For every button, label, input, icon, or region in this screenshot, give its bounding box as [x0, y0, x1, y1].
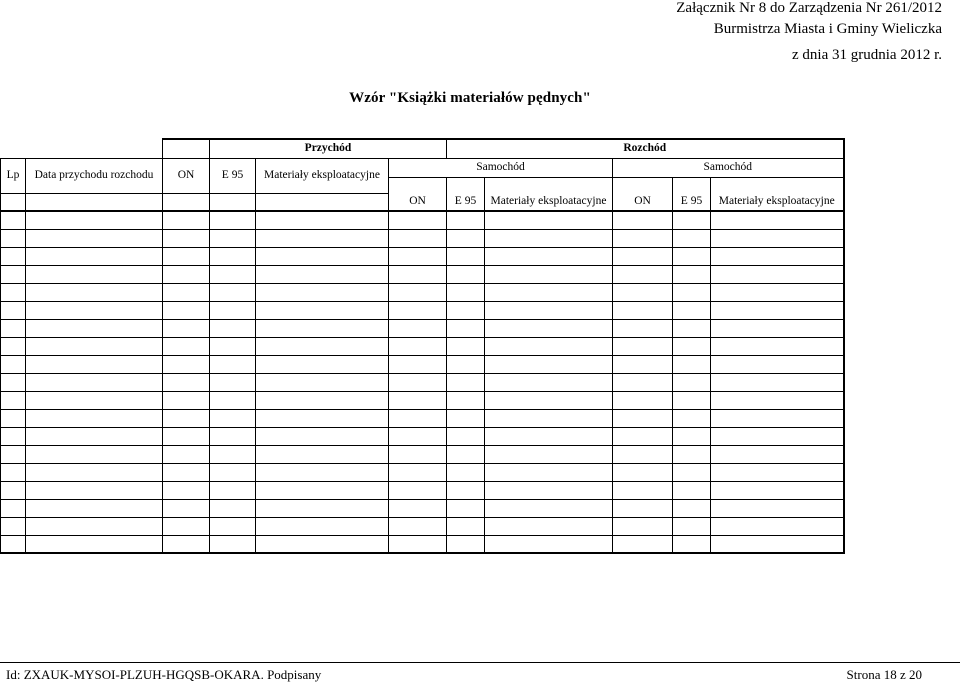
- table-cell: [485, 463, 613, 481]
- table-cell: [711, 337, 844, 355]
- samochod-1-header: Samochód: [389, 158, 613, 177]
- table-cell: [711, 373, 844, 391]
- empty-cell: [389, 177, 447, 193]
- date-header: z dnia 31 grudnia 2012 r.: [792, 47, 942, 63]
- table-cell: [1, 283, 26, 301]
- rozchod-group-header: Rozchód: [447, 139, 844, 158]
- table-cell: [711, 427, 844, 445]
- table-row: [1, 409, 844, 427]
- table-cell: [389, 265, 447, 283]
- table-cell: [1, 319, 26, 337]
- table-cell: [210, 229, 256, 247]
- table-cell: [673, 337, 711, 355]
- empty-cell: [613, 177, 673, 193]
- table-cell: [613, 499, 673, 517]
- table-cell: [613, 463, 673, 481]
- table-cell: [485, 319, 613, 337]
- table-cell: [389, 247, 447, 265]
- table-cell: [163, 409, 210, 427]
- issuer-header: Burmistrza Miasta i Gminy Wieliczka: [713, 21, 942, 37]
- table-cell: [711, 481, 844, 499]
- table-cell: [673, 391, 711, 409]
- document-title-text: Wzór "Książki materiałów pędnych": [349, 90, 591, 106]
- table-cell: [485, 247, 613, 265]
- table-cell: [673, 517, 711, 535]
- rozchod1-materials-header: Materiały eksploatacyjne: [485, 193, 613, 211]
- table-row: [1, 373, 844, 391]
- table-cell: [389, 355, 447, 373]
- table-cell: [447, 229, 485, 247]
- samochod-2-header: Samochód: [613, 158, 844, 177]
- table-cell: [389, 499, 447, 517]
- table-row: [1, 301, 844, 319]
- table-cell: [163, 337, 210, 355]
- table-row: [1, 355, 844, 373]
- table-cell: [26, 409, 163, 427]
- przychod-e95-header: E 95: [210, 158, 256, 193]
- table-cell: [613, 337, 673, 355]
- table-cell: [163, 517, 210, 535]
- table-cell: [1, 301, 26, 319]
- table-cell: [163, 211, 210, 229]
- table-cell: [210, 445, 256, 463]
- table-cell: [256, 445, 389, 463]
- table-cell: [163, 247, 210, 265]
- table-cell: [26, 247, 163, 265]
- table-cell: [711, 229, 844, 247]
- table-cell: [485, 499, 613, 517]
- page-number: Strona 18 z 20: [846, 667, 922, 682]
- table-cell: [613, 247, 673, 265]
- table-cell: [673, 463, 711, 481]
- table-cell: [389, 409, 447, 427]
- empty-cell: [163, 139, 210, 158]
- table-cell: [26, 427, 163, 445]
- table-cell: [485, 229, 613, 247]
- table-cell: [210, 517, 256, 535]
- table-cell: [210, 319, 256, 337]
- table-cell: [389, 301, 447, 319]
- przychod-on-header: ON: [163, 158, 210, 193]
- przychod-group-header: Przychód: [210, 139, 447, 158]
- table-cell: [613, 481, 673, 499]
- table-cell: [256, 229, 389, 247]
- document-id: Id: ZXAUK-MYSOI-PLZUH-HGQSB-OKARA. Podpisany: [6, 667, 322, 682]
- table-cell: [613, 355, 673, 373]
- table-cell: [485, 517, 613, 535]
- table-cell: [256, 427, 389, 445]
- table-cell: [210, 247, 256, 265]
- table-cell: [673, 427, 711, 445]
- table-cell: [613, 301, 673, 319]
- table-cell: [613, 373, 673, 391]
- table-cell: [447, 373, 485, 391]
- table-cell: [1, 391, 26, 409]
- empty-cell: [256, 193, 389, 211]
- table-cell: [613, 229, 673, 247]
- table-cell: [26, 265, 163, 283]
- table-cell: [613, 391, 673, 409]
- table-cell: [485, 427, 613, 445]
- table-cell: [256, 319, 389, 337]
- table-cell: [485, 391, 613, 409]
- empty-cell: [163, 193, 210, 211]
- table-row: [1, 391, 844, 409]
- table-cell: [711, 211, 844, 229]
- table-cell: [1, 265, 26, 283]
- fuel-ledger-table: [0, 138, 845, 554]
- table-cell: [26, 499, 163, 517]
- table-cell: [163, 391, 210, 409]
- table-cell: [711, 409, 844, 427]
- table-cell: [673, 535, 711, 553]
- table-cell: [210, 211, 256, 229]
- table-cell: [1, 337, 26, 355]
- table-cell: [613, 445, 673, 463]
- table-cell: [1, 499, 26, 517]
- table-cell: [711, 391, 844, 409]
- table-cell: [613, 211, 673, 229]
- table-cell: [26, 445, 163, 463]
- table-cell: [447, 409, 485, 427]
- rozchod2-materials-header: Materiały eksploatacyjne: [711, 193, 844, 211]
- table-cell: [711, 319, 844, 337]
- table-cell: [256, 409, 389, 427]
- table-cell: [389, 211, 447, 229]
- table-cell: [256, 463, 389, 481]
- table-cell: [447, 481, 485, 499]
- table-cell: [210, 373, 256, 391]
- table-cell: [389, 463, 447, 481]
- table-row: [1, 265, 844, 283]
- table-cell: [613, 409, 673, 427]
- empty-cell: [1, 139, 26, 158]
- table-cell: [26, 337, 163, 355]
- table-cell: [447, 427, 485, 445]
- table-cell: [256, 391, 389, 409]
- table-cell: [163, 319, 210, 337]
- table-cell: [485, 337, 613, 355]
- table-cell: [389, 337, 447, 355]
- table-cell: [485, 481, 613, 499]
- table-cell: [210, 337, 256, 355]
- table-cell: [613, 517, 673, 535]
- document-title: [0, 89, 960, 107]
- attachment-header: Załącznik Nr 8 do Zarządzenia Nr 261/2012: [676, 0, 942, 16]
- table-row: [1, 463, 844, 481]
- table-row: [1, 319, 844, 337]
- table-row: [1, 517, 844, 535]
- table-cell: [210, 499, 256, 517]
- table-cell: [389, 535, 447, 553]
- footer-divider: [0, 662, 960, 663]
- empty-cell: [711, 177, 844, 193]
- table-cell: [485, 265, 613, 283]
- table-cell: [26, 301, 163, 319]
- table-cell: [673, 301, 711, 319]
- table-cell: [447, 391, 485, 409]
- empty-cell: [26, 139, 163, 158]
- table-cell: [389, 373, 447, 391]
- table-cell: [485, 445, 613, 463]
- table-cell: [163, 283, 210, 301]
- table-cell: [673, 247, 711, 265]
- table-cell: [711, 355, 844, 373]
- table-cell: [447, 337, 485, 355]
- table-row: [1, 535, 844, 553]
- table-cell: [389, 517, 447, 535]
- table-cell: [256, 499, 389, 517]
- table-row: [1, 427, 844, 445]
- table-cell: [447, 499, 485, 517]
- lp-column-header: Lp: [1, 158, 26, 193]
- table-cell: [673, 283, 711, 301]
- table-cell: [1, 535, 26, 553]
- table-cell: [673, 409, 711, 427]
- table-row: [1, 211, 844, 229]
- table-cell: [163, 481, 210, 499]
- table-cell: [485, 409, 613, 427]
- table-cell: [711, 247, 844, 265]
- table-row: [1, 229, 844, 247]
- empty-cell: [447, 177, 485, 193]
- table-cell: [256, 481, 389, 499]
- table-row: [1, 499, 844, 517]
- table-cell: [673, 373, 711, 391]
- table-cell: [26, 481, 163, 499]
- table-cell: [26, 391, 163, 409]
- table-cell: [26, 517, 163, 535]
- table-cell: [26, 535, 163, 553]
- date-column-header: Data przychodu rozchodu: [26, 158, 163, 193]
- table-cell: [1, 229, 26, 247]
- table-cell: [256, 265, 389, 283]
- table-cell: [1, 463, 26, 481]
- table-cell: [163, 445, 210, 463]
- table-cell: [1, 409, 26, 427]
- table-cell: [711, 517, 844, 535]
- table-cell: [711, 463, 844, 481]
- table-cell: [447, 265, 485, 283]
- empty-cell: [26, 193, 163, 211]
- table-cell: [26, 373, 163, 391]
- table-cell: [26, 355, 163, 373]
- table-cell: [613, 283, 673, 301]
- rozchod2-e95-header: E 95: [673, 193, 711, 211]
- przychod-materials-header: Materiały eksploatacyjne: [256, 158, 389, 193]
- table-cell: [389, 427, 447, 445]
- table-cell: [1, 247, 26, 265]
- table-cell: [447, 301, 485, 319]
- table-cell: [210, 265, 256, 283]
- table-row: [1, 247, 844, 265]
- table-cell: [256, 355, 389, 373]
- table-cell: [256, 535, 389, 553]
- table-cell: [256, 337, 389, 355]
- table-cell: [389, 481, 447, 499]
- table-cell: [163, 463, 210, 481]
- table-cell: [256, 283, 389, 301]
- table-cell: [163, 373, 210, 391]
- table-cell: [673, 355, 711, 373]
- table-cell: [256, 247, 389, 265]
- table-cell: [711, 535, 844, 553]
- table-cell: [163, 427, 210, 445]
- table-cell: [1, 427, 26, 445]
- table-cell: [210, 409, 256, 427]
- table-cell: [485, 355, 613, 373]
- table-cell: [711, 445, 844, 463]
- table-cell: [673, 499, 711, 517]
- table-cell: [447, 445, 485, 463]
- table-cell: [256, 517, 389, 535]
- table-cell: [210, 481, 256, 499]
- table-cell: [1, 481, 26, 499]
- table-cell: [389, 283, 447, 301]
- table-cell: [447, 247, 485, 265]
- table-cell: [26, 229, 163, 247]
- table-cell: [1, 517, 26, 535]
- table-cell: [613, 535, 673, 553]
- table-cell: [485, 373, 613, 391]
- table-cell: [210, 355, 256, 373]
- table-cell: [163, 301, 210, 319]
- table-row: [1, 337, 844, 355]
- table-cell: [26, 283, 163, 301]
- empty-cell: [210, 193, 256, 211]
- rozchod1-on-header: ON: [389, 193, 447, 211]
- table-cell: [447, 517, 485, 535]
- table-cell: [210, 535, 256, 553]
- empty-cell: [673, 177, 711, 193]
- table-cell: [210, 391, 256, 409]
- table-cell: [711, 283, 844, 301]
- table-cell: [673, 211, 711, 229]
- table-cell: [26, 463, 163, 481]
- table-cell: [163, 265, 210, 283]
- table-cell: [673, 265, 711, 283]
- table-cell: [26, 211, 163, 229]
- table-cell: [1, 211, 26, 229]
- table-cell: [163, 499, 210, 517]
- table-cell: [26, 319, 163, 337]
- table-cell: [1, 355, 26, 373]
- empty-cell: [485, 177, 613, 193]
- table-cell: [673, 319, 711, 337]
- table-cell: [447, 463, 485, 481]
- table-cell: [389, 391, 447, 409]
- table-row: [1, 283, 844, 301]
- table-cell: [613, 319, 673, 337]
- table-cell: [711, 499, 844, 517]
- table-cell: [673, 229, 711, 247]
- table-cell: [163, 229, 210, 247]
- table-cell: [163, 355, 210, 373]
- empty-cell: [1, 193, 26, 211]
- table-cell: [163, 535, 210, 553]
- table-cell: [256, 373, 389, 391]
- table-cell: [447, 283, 485, 301]
- table-cell: [256, 301, 389, 319]
- table-cell: [389, 445, 447, 463]
- table-cell: [210, 301, 256, 319]
- table-cell: [210, 427, 256, 445]
- table-cell: [1, 373, 26, 391]
- table-cell: [389, 229, 447, 247]
- table-cell: [613, 265, 673, 283]
- table-cell: [447, 211, 485, 229]
- rozchod1-e95-header: E 95: [447, 193, 485, 211]
- table-row: [1, 481, 844, 499]
- table-cell: [673, 481, 711, 499]
- table-cell: [447, 535, 485, 553]
- table-cell: [210, 283, 256, 301]
- table-cell: [389, 319, 447, 337]
- table-cell: [447, 319, 485, 337]
- table-cell: [673, 445, 711, 463]
- table-cell: [485, 301, 613, 319]
- table-cell: [256, 211, 389, 229]
- table-cell: [485, 535, 613, 553]
- table-cell: [711, 301, 844, 319]
- table-cell: [613, 427, 673, 445]
- table-cell: [711, 265, 844, 283]
- rozchod2-on-header: ON: [613, 193, 673, 211]
- table-cell: [447, 355, 485, 373]
- table-row: [1, 445, 844, 463]
- table-cell: [210, 463, 256, 481]
- table-cell: [485, 283, 613, 301]
- table-cell: [1, 445, 26, 463]
- table-cell: [485, 211, 613, 229]
